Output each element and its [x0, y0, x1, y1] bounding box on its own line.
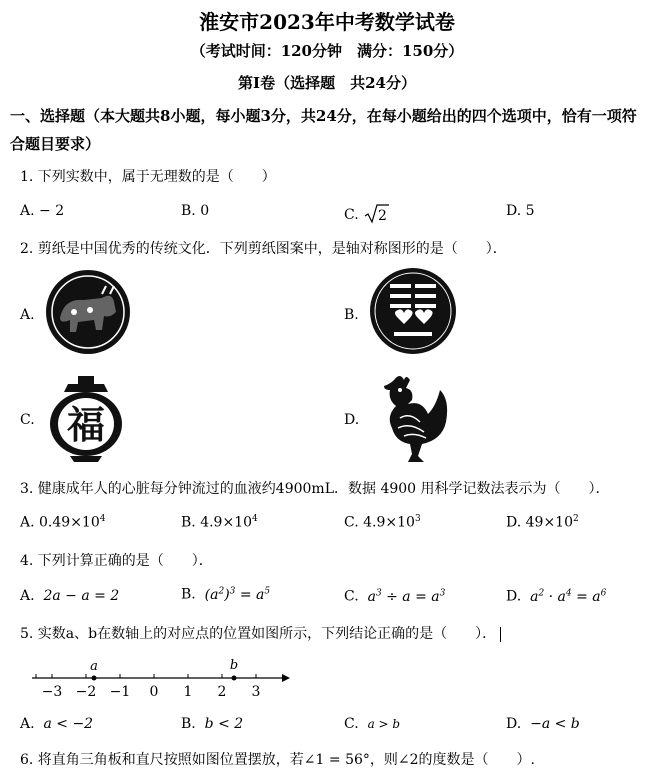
number-line-diagram [26, 656, 296, 702]
q1-option-a: A. − 2 [20, 203, 65, 219]
q3-option-a: A. $0.49\times 10^4$ [20, 514, 106, 531]
rooster-papercut-icon [366, 370, 452, 466]
q1-option-c-label: C. [344, 207, 359, 223]
question-3-stem: 3. 健康成年人的心脏每分钟流过的血液约4900mL．数据 4900 用科学记数法表示为（ ）． [20, 481, 610, 497]
q3-option-c: C. $4.9\times 10^3$ [344, 514, 421, 531]
q1-option-b: B. 0 [181, 203, 210, 219]
q4-option-b: B. $(a^2)^3 = a^5$ [181, 586, 271, 603]
question-4-stem: 4. 下列计算正确的是（ ）． [20, 553, 213, 569]
numberline-tick-label: 2 [217, 684, 227, 700]
q3-option-d: D. $49\times 10^2$ [506, 514, 579, 531]
numberline-tick-label: 3 [251, 684, 261, 700]
q3-option-b: B. $4.9\times 10^4$ [181, 514, 258, 531]
sqrt-radicand: 2 [378, 208, 388, 224]
point-b-dot [232, 676, 237, 681]
numberline-tick-label: −1 [109, 684, 131, 700]
numberline-tick-label: 1 [183, 684, 193, 700]
numberline-tick-label: −3 [41, 684, 63, 700]
part-heading: 第Ⅰ卷（选择题 共24分） [238, 74, 416, 92]
q2-label-b: B. [344, 307, 359, 323]
q4-option-d: D. $a^2 \cdot a^4 = a^6$ [506, 588, 607, 605]
q4-option-c: C. $a^3 \div a = a^3$ [344, 588, 446, 605]
question-1-stem: 1. 下列实数中，属于无理数的是（ ） [20, 169, 276, 185]
ox-papercut-icon [44, 268, 132, 356]
q2-label-c: C. [20, 412, 35, 428]
point-b-label: b [229, 658, 239, 673]
question-6-stem: 6. 将直角三角板和直尺按照如图位置摆放，若∠1 = 56°，则∠2的度数是（ ）. [20, 752, 535, 768]
numberline-tick-label: 0 [149, 684, 159, 700]
q4-option-a: A. 2a − a = 2 [20, 588, 120, 604]
q5-option-c: C. a > b [344, 716, 401, 732]
q5-option-a: A. a < −2 [20, 716, 94, 732]
q2-label-d: D. [344, 412, 360, 428]
point-a-label: a [90, 659, 98, 674]
question-5-stem: 5. 实数a、b在数轴上的对应点的位置如图所示，下列结论正确的是（ ）． [20, 623, 501, 643]
q2-label-a: A. [20, 307, 35, 323]
q5-option-b: B. b < 2 [181, 716, 244, 732]
point-a-dot [92, 676, 97, 681]
text-cursor [500, 627, 501, 642]
sqrt-icon [363, 203, 391, 225]
fu-lantern-papercut-icon [46, 374, 126, 464]
question-2-stem: 2. 剪纸是中国优秀的传统文化．下列剪纸图案中，是轴对称图形的是（ ）． [20, 241, 507, 257]
q1-option-c [344, 203, 391, 225]
q5-option-d: D. −a < b [506, 716, 580, 732]
exam-info: （考试时间：120分钟 满分：150分） [190, 42, 464, 60]
double-happiness-papercut-icon [368, 266, 458, 356]
exam-title: 淮安市2023年中考数学试卷 [199, 10, 455, 34]
fu-char: 福 [66, 402, 106, 447]
q1-option-d: D. 5 [506, 203, 535, 219]
numberline-tick-label: −2 [75, 684, 97, 700]
section-heading: 一、选择题（本大题共8小题，每小题3分，共24分，在每小题给出的四个选项中，恰有一项符合题目要求） [10, 107, 637, 153]
